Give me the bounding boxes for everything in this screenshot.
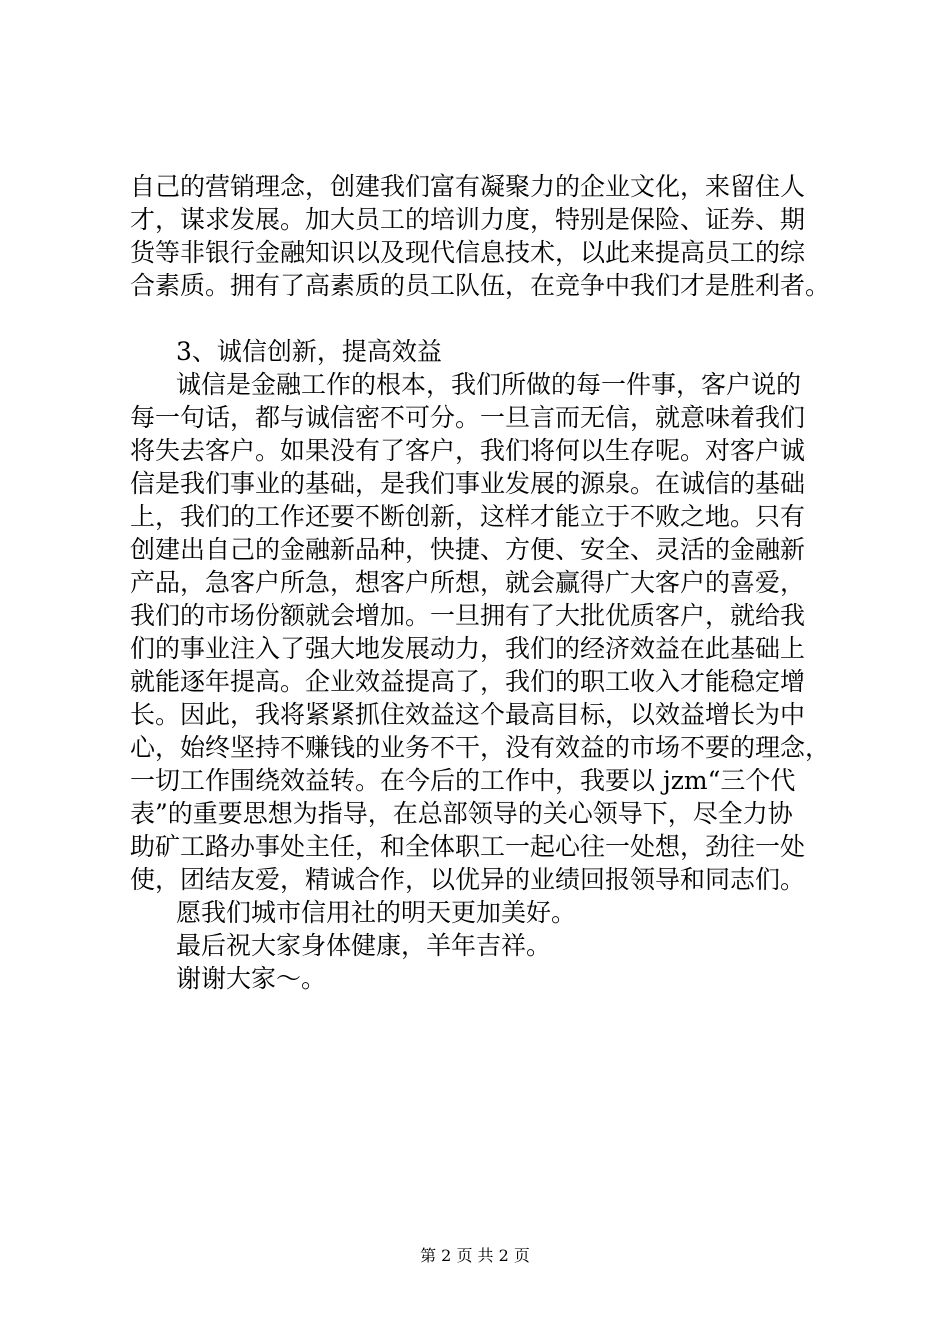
text-line: 表”的重要思想为指导，在总部领导的关心领导下，尽全力协: [130, 799, 793, 828]
closing-line: 谢谢大家～。: [176, 964, 327, 993]
text-line: 才，谋求发展。加大员工的培训力度，特别是保险、证券、期: [130, 205, 806, 234]
text-line: 将失去客户。如果没有了客户，我们将何以生存呢。对客户诚: [130, 436, 806, 465]
paragraph-integrity: [130, 368, 830, 896]
page-footer: [0, 1246, 950, 1266]
text-line: 长。因此，我将紧紧抓住效益这个最高目标，以效益增长为中: [130, 700, 806, 729]
text-line: 自己的营销理念，创建我们富有凝聚力的企业文化，来留住人: [130, 172, 806, 201]
text-line: 创建出自己的金融新品种，快捷、方便、安全、灵活的金融新: [130, 535, 806, 564]
text-line: 合素质。拥有了高素质的员工队伍，在竞争中我们才是胜利者。: [130, 271, 831, 300]
section-heading: 3、诚信创新，提高效益: [176, 337, 442, 366]
document-body: [130, 170, 830, 995]
text-line: 就能逐年提高。企业效益提高了，我们的职工收入才能稳定增: [130, 667, 806, 696]
text-line: 货等非银行金融知识以及现代信息技术，以此来提高员工的综: [130, 238, 806, 267]
page-number-label: 第 2 页 共 2 页: [420, 1246, 530, 1265]
text-line: 助矿工路办事处主任，和全体职工一起心往一处想，劲往一处: [130, 832, 806, 861]
text-line: 诚信是金融工作的根本，我们所做的每一件事，客户说的: [176, 370, 802, 399]
closing-line: 最后祝大家身体健康，羊年吉祥。: [176, 931, 552, 960]
text-line: 产品，急客户所急，想客户所想，就会赢得广大客户的喜爱，: [130, 568, 806, 597]
text-line: 心，始终坚持不赚钱的业务不干，没有效益的市场不要的理念，: [130, 733, 831, 762]
paragraph-spacer: [130, 302, 830, 335]
paragraph-talent: [130, 170, 830, 302]
text-line: 每一句话，都与诚信密不可分。一旦言而无信，就意味着我们: [130, 403, 806, 432]
text-line: 使，团结友爱，精诚合作，以优异的业绩回报领导和同志们。: [130, 865, 806, 894]
text-line: 信是我们事业的基础，是我们事业发展的源泉。在诚信的基础: [130, 469, 806, 498]
text-line: 上，我们的工作还要不断创新，这样才能立于不败之地。只有: [130, 502, 806, 531]
text-line: 一切工作围绕效益转。在今后的工作中，我要以 jzm“三个代: [130, 766, 796, 795]
text-line: 们的事业注入了强大地发展动力，我们的经济效益在此基础上: [130, 634, 806, 663]
closing-line: 愿我们城市信用社的明天更加美好。: [176, 898, 577, 927]
text-line: 我们的市场份额就会增加。一旦拥有了大批优质客户，就给我: [130, 601, 806, 630]
closing-remarks: [130, 896, 830, 995]
